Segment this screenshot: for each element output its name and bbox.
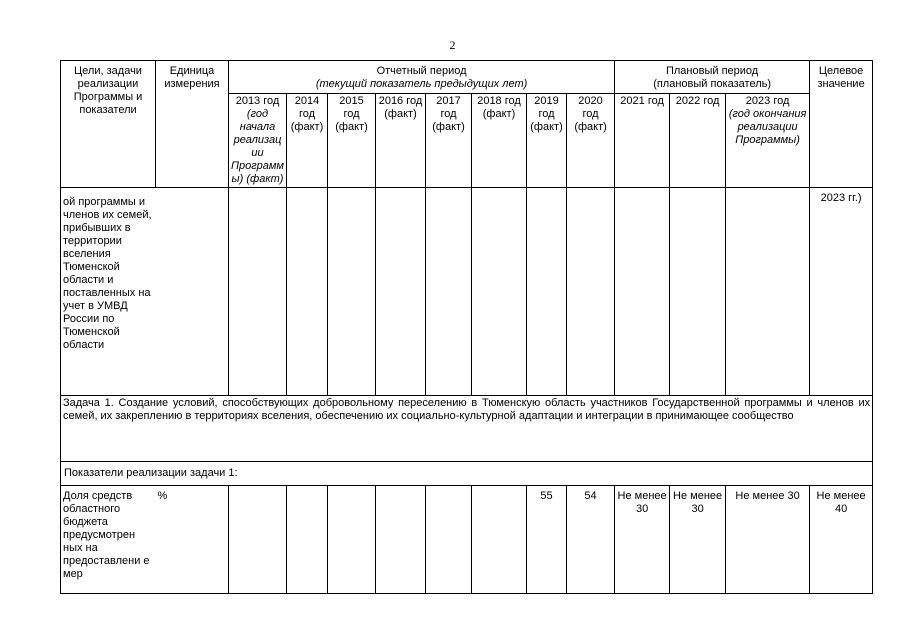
table-row (61, 188, 873, 396)
header-year-2019: 2019 год (факт) (527, 94, 567, 188)
cell (615, 188, 670, 396)
indicators-header-row (61, 462, 873, 486)
row-funds-label: Доля средств областного бюджета предусмотрен ных на предоставлени е мер (61, 486, 156, 594)
row-funds-2018 (472, 486, 527, 594)
row-funds-2019: 55 (527, 486, 567, 594)
year-2013-label: 2013 год (235, 95, 280, 107)
reporting-period-title: Отчетный период (376, 65, 467, 77)
cell (567, 188, 615, 396)
cell (376, 188, 426, 396)
header-year-2015: 2015 год (факт) (328, 94, 376, 188)
header-year-2020: 2020 год (факт) (567, 94, 615, 188)
header-year-2017: 2017 год (факт) (426, 94, 472, 188)
row-funds-2020: 54 (567, 486, 615, 594)
year-2023-note: (год окончания реализации Программы) (728, 108, 807, 146)
cell (328, 188, 376, 396)
year-2023-label: 2023 год (745, 95, 790, 107)
cell (527, 188, 567, 396)
header-year-2014: 2014 год (факт) (287, 94, 328, 188)
row-continuation-label: ой программы и членов их семей, прибывших в территории вселения Тюменской области и поставленных на учет в УМВД России по Тюменской области (61, 188, 156, 396)
row-funds-target: Не менее 40 (810, 486, 873, 594)
row-funds-2023: Не менее 30 (726, 486, 810, 594)
header-unit: Единица измерения (156, 61, 229, 188)
cell (287, 188, 328, 396)
planned-period-subtitle: (плановый показатель) (653, 78, 772, 90)
row-funds-2015 (328, 486, 376, 594)
header-year-2022: 2022 год (670, 94, 726, 188)
year-2013-note: (год начала реализац ии Программ ы) (факт) (231, 108, 284, 185)
row-funds-2022: Не менее 30 (670, 486, 726, 594)
row-funds-2017 (426, 486, 472, 594)
table-row (61, 486, 873, 594)
header-year-2021: 2021 год (615, 94, 670, 188)
header-goals: Цели, задачи реализации Программы и показатели (61, 61, 156, 188)
indicators-table (60, 60, 873, 594)
row-funds-unit: % (156, 486, 229, 594)
header-year-2023 (726, 94, 810, 188)
planned-period-title: Плановый период (665, 65, 759, 77)
cell (726, 188, 810, 396)
row-funds-2014 (287, 486, 328, 594)
cell (472, 188, 527, 396)
header-year-2018: 2018 год (факт) (472, 94, 527, 188)
task-1-text: Задача 1. Создание условий, способствующих добровольному переселению в Тюменскую область участников Государственной программы и членов их семей, их закреплению в территориях вселения, обеспечению их социально-культурной адаптации и интеграции в принимающее сообщество (61, 396, 873, 462)
row-funds-2021: Не менее 30 (615, 486, 670, 594)
row-continuation-target: 2023 гг.) (810, 188, 873, 396)
page-number: 2 (449, 38, 456, 52)
cell (229, 188, 287, 396)
header-year-2013 (229, 94, 287, 188)
header-target: Целевое значение (810, 61, 873, 188)
indicators-header: Показатели реализации задачи 1: (61, 462, 873, 486)
header-reporting-period (229, 61, 615, 94)
cell (670, 188, 726, 396)
row-funds-2013 (229, 486, 287, 594)
header-row-1 (61, 61, 873, 94)
reporting-period-subtitle: (текущий показатель предыдущих лет) (315, 78, 528, 90)
cell (426, 188, 472, 396)
row-continuation-unit (156, 188, 229, 396)
header-planned-period (615, 61, 810, 94)
header-year-2016: 2016 год (факт) (376, 94, 426, 188)
task-row (61, 396, 873, 462)
row-funds-2016 (376, 486, 426, 594)
